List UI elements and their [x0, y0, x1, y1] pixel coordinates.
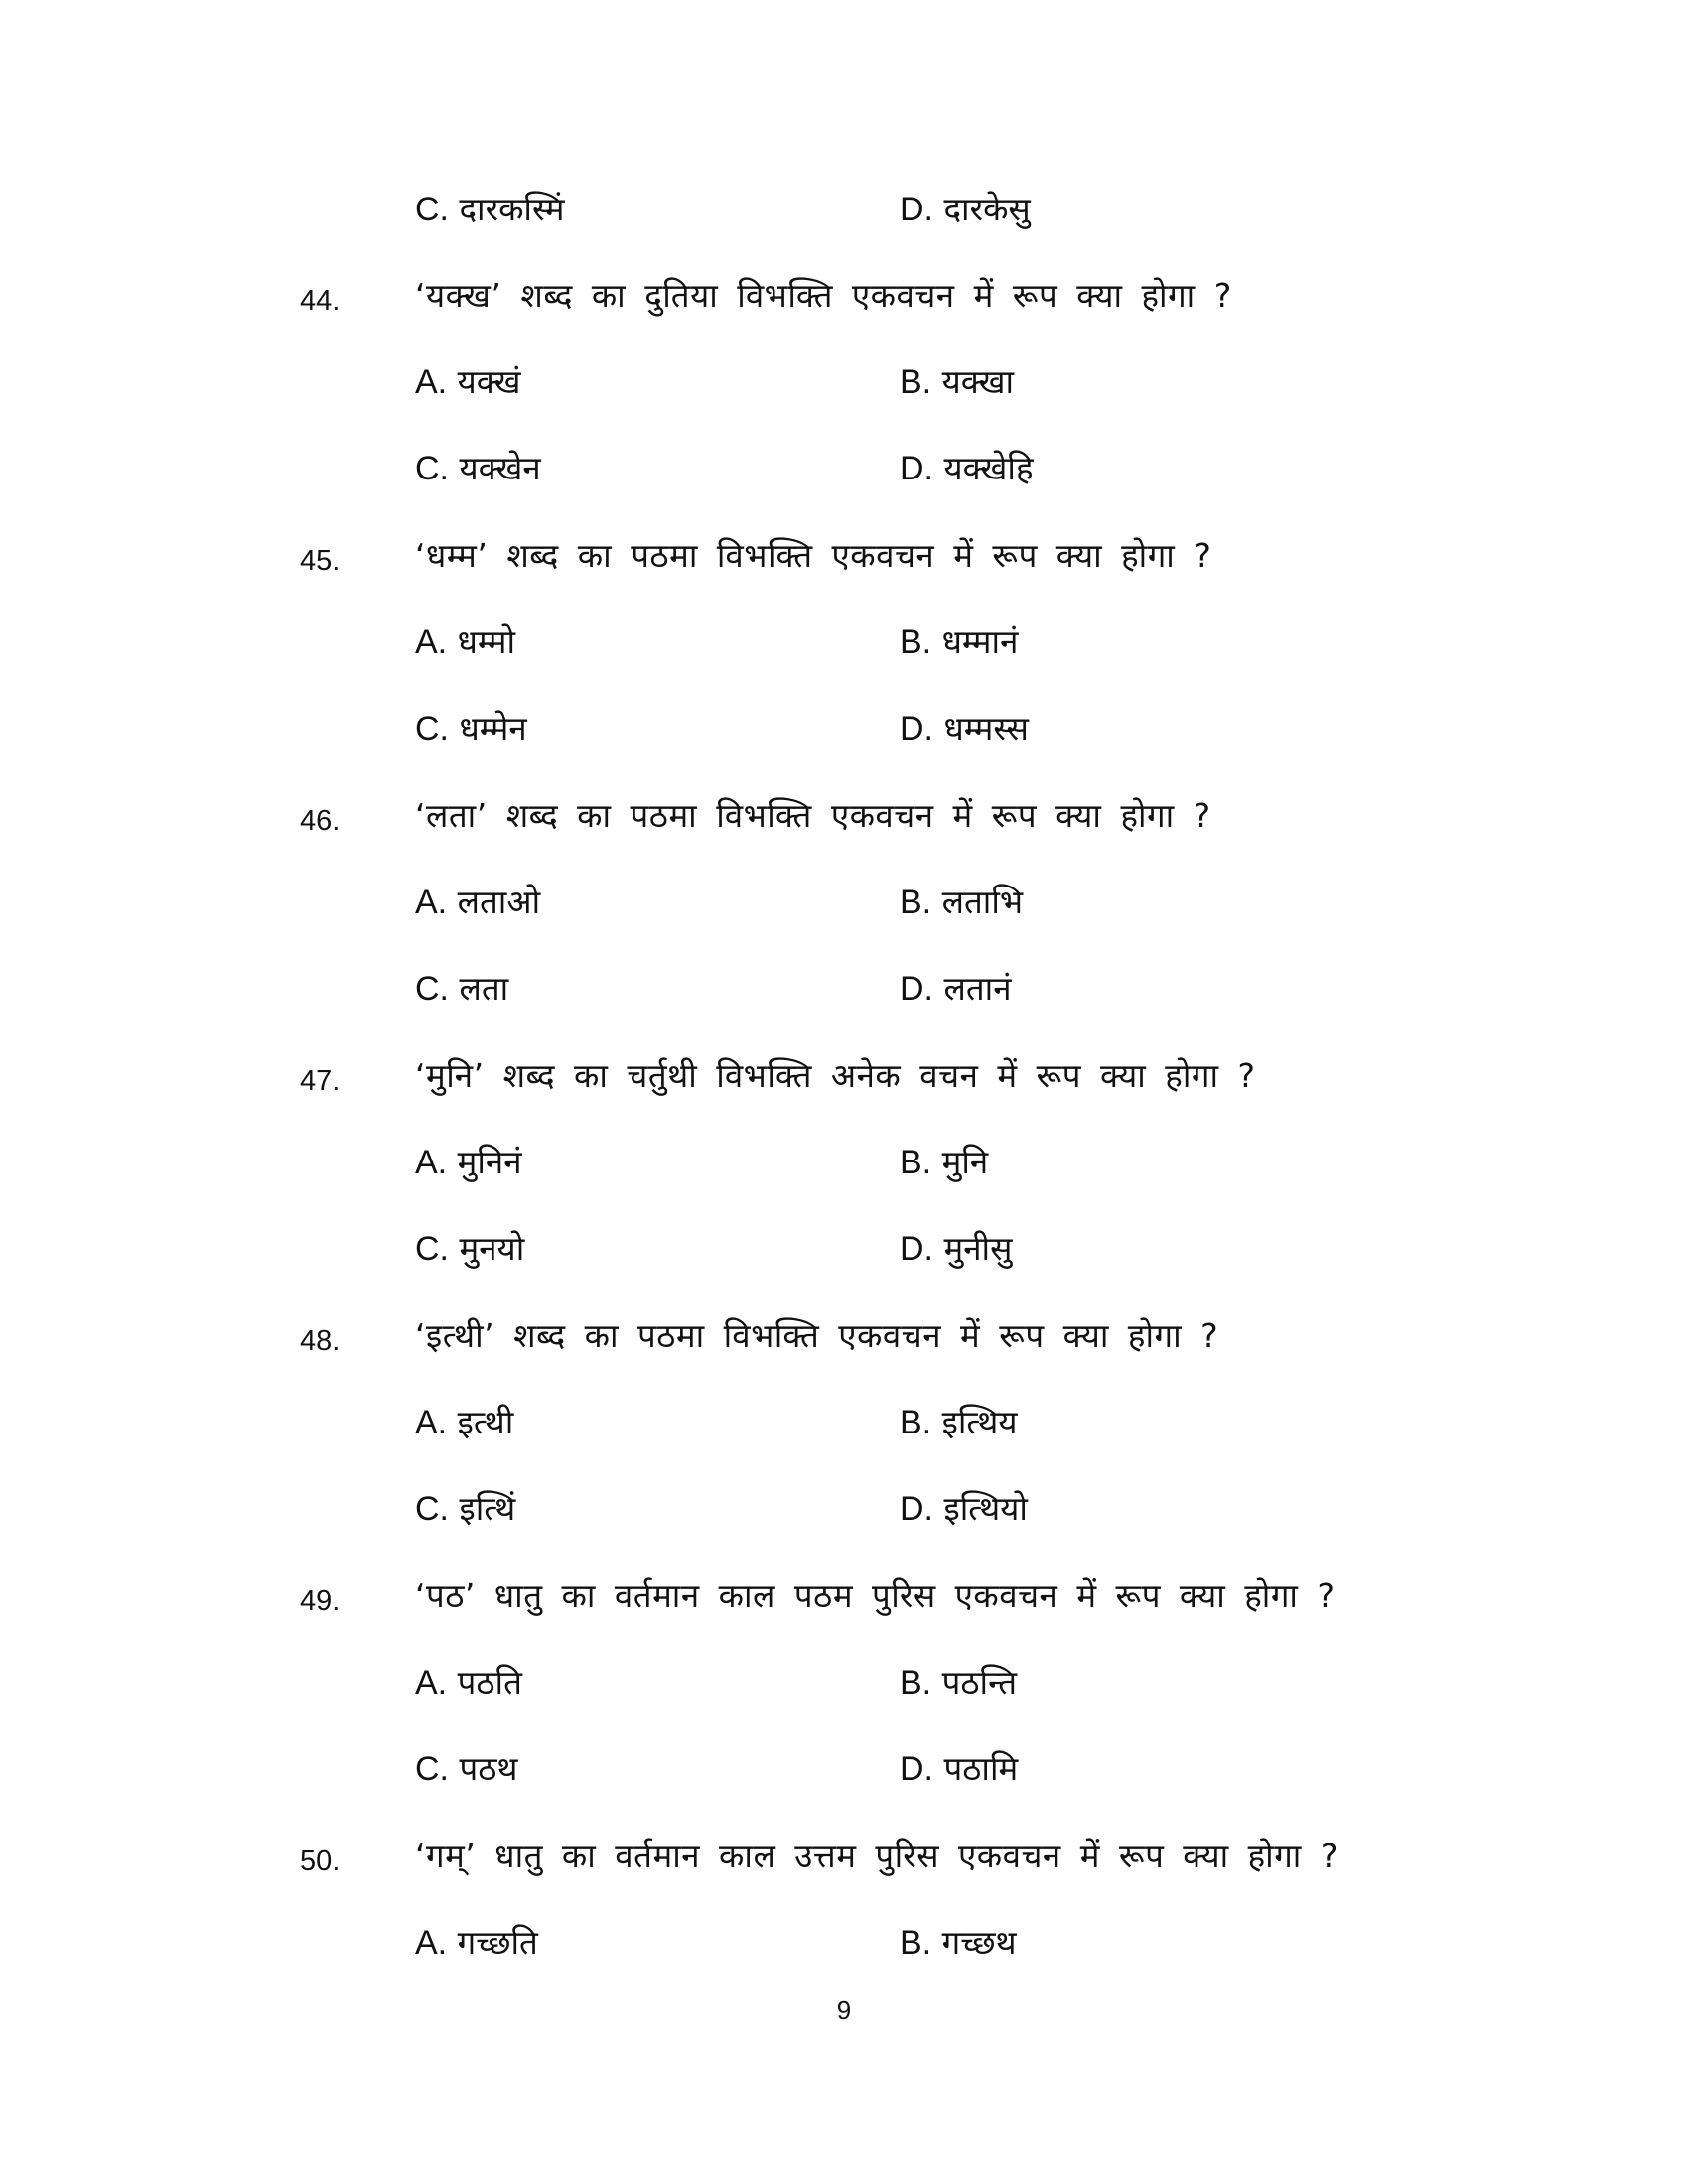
question-49 — [0, 1571, 1688, 1631]
option-b: B. यक्खा — [900, 362, 1015, 401]
question-text: ‘धम्म’ शब्द का पठमा विभक्ति एकवचन में रूप क्या होगा ? — [415, 536, 1212, 575]
question-45 — [0, 531, 1688, 591]
option-a: A. गच्छति — [415, 1923, 538, 1962]
option-a: A. यक्खं — [415, 362, 521, 401]
option-b: B. पठन्ति — [900, 1663, 1018, 1702]
option-b: B. इत्थिय — [900, 1403, 1018, 1441]
question-46-options-row-1 — [0, 878, 1688, 937]
question-number: 46. — [300, 805, 341, 837]
option-a: A. लताओ — [415, 883, 541, 921]
option-c: C. इत्थिं — [415, 1489, 516, 1528]
question-number: 47. — [300, 1065, 341, 1097]
question-47-options-row-1 — [0, 1138, 1688, 1197]
question-text: ‘यक्ख’ शब्द का दुतिया विभक्ति एकवचन में रूप क्या होगा ? — [415, 276, 1232, 315]
page-number: 9 — [836, 1995, 852, 2025]
option-d: D. मुनीसु — [900, 1229, 1013, 1268]
option-c: C. मुनयो — [415, 1229, 525, 1268]
option-b: B. लताभि — [900, 883, 1024, 921]
continuation-options-row — [0, 185, 1688, 244]
question-48-options-row-2 — [0, 1484, 1688, 1544]
option-b: B. मुनि — [900, 1143, 989, 1181]
question-46-options-row-2 — [0, 964, 1688, 1024]
option-c: C. दारकस्मिं — [415, 190, 565, 228]
question-47 — [0, 1051, 1688, 1111]
question-text: ‘लता’ शब्द का पठमा विभक्ति एकवचन में रूप क्या होगा ? — [415, 796, 1211, 835]
question-45-options-row-1 — [0, 617, 1688, 677]
option-c: C. यक्खेन — [415, 449, 541, 487]
question-number: 49. — [300, 1585, 341, 1617]
option-a: A. पठति — [415, 1663, 522, 1702]
option-c: C. पठथ — [415, 1749, 518, 1788]
question-text: ‘इत्थी’ शब्द का पठमा विभक्ति एकवचन में रूप क्या होगा ? — [415, 1316, 1219, 1355]
option-a: A. इत्थी — [415, 1403, 514, 1441]
option-d: D. पठामि — [900, 1749, 1019, 1788]
option-b: B. धम्मानं — [900, 622, 1019, 661]
question-44 — [0, 271, 1688, 331]
question-48 — [0, 1311, 1688, 1371]
option-b: B. गच्छथ — [900, 1923, 1017, 1962]
option-d: D. लतानं — [900, 969, 1012, 1008]
question-49-options-row-2 — [0, 1744, 1688, 1804]
question-45-options-row-2 — [0, 704, 1688, 763]
question-48-options-row-1 — [0, 1398, 1688, 1457]
option-d: D. यक्खेहि — [900, 449, 1034, 487]
question-47-options-row-2 — [0, 1224, 1688, 1284]
option-d: D. दारकेसु — [900, 190, 1031, 228]
option-c: C. धम्मेन — [415, 709, 527, 748]
option-a: A. धम्मो — [415, 622, 516, 661]
question-50 — [0, 1832, 1688, 1891]
question-number: 45. — [300, 545, 341, 577]
option-d: D. इत्थियो — [900, 1489, 1028, 1528]
option-c: C. लता — [415, 969, 509, 1008]
option-a: A. मुनिनं — [415, 1143, 522, 1181]
question-text: ‘मुनि’ शब्द का चर्तुथी विभक्ति अनेक वचन में रूप क्या होगा ? — [415, 1056, 1256, 1095]
question-46 — [0, 791, 1688, 851]
option-d: D. धम्मस्स — [900, 709, 1029, 748]
question-text: ‘गम्’ धातु का वर्तमान काल उत्तम पुरिस एकवचन में रूप क्या होगा ? — [415, 1837, 1338, 1875]
question-number: 50. — [300, 1845, 341, 1877]
question-44-options-row-2 — [0, 444, 1688, 503]
question-number: 44. — [300, 285, 341, 317]
question-49-options-row-1 — [0, 1658, 1688, 1717]
question-number: 48. — [300, 1325, 341, 1357]
question-50-options-row-1 — [0, 1918, 1688, 1978]
question-text: ‘पठ’ धातु का वर्तमान काल पठम पुरिस एकवचन में रूप क्या होगा ? — [415, 1576, 1336, 1615]
question-44-options-row-1 — [0, 357, 1688, 417]
